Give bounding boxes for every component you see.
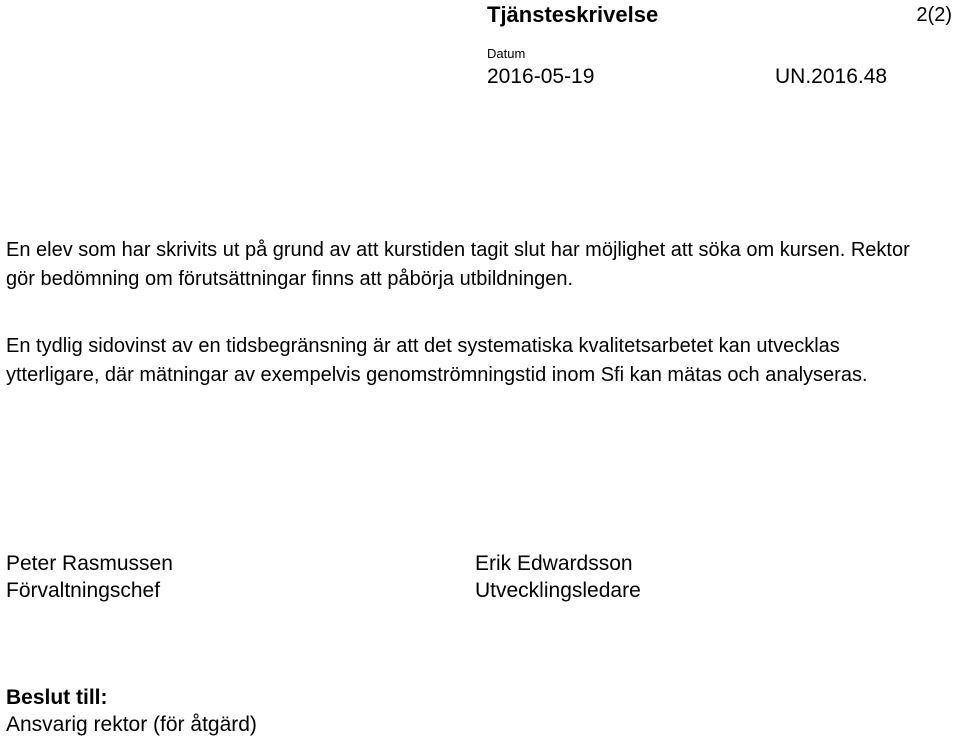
date-label: Datum bbox=[487, 46, 526, 61]
body-paragraph: En elev som har skrivits ut på grund av att kurstiden tagit slut har möjlighet att söka om kursen. Rektor gör bedömning om förutsättningar finns att påbörja utbildningen. bbox=[6, 239, 910, 290]
reference-number: UN.2016.48 bbox=[775, 65, 888, 88]
document-type-heading: Tjänsteskrivelse bbox=[487, 2, 659, 27]
signatory-title: Utvecklingsledare bbox=[475, 579, 641, 602]
signatory-title: Förvaltningschef bbox=[6, 579, 161, 602]
decision-heading: Beslut till: bbox=[6, 686, 108, 709]
body-paragraph: En tydlig sidovinst av en tidsbegränsning är att det systematiska kvalitetsarbetet kan utvecklas ytterligare, där mätningar av exempelvis genomströmningstid inom Sfi kan mätas och analyseras. bbox=[6, 335, 868, 386]
signatory-name: Erik Edwardsson bbox=[475, 552, 633, 575]
signatory-name: Peter Rasmussen bbox=[6, 552, 173, 575]
page-number: 2(2) bbox=[916, 4, 952, 26]
decision-recipient: Ansvarig rektor (för åtgärd) bbox=[6, 713, 257, 736]
date-value: 2016-05-19 bbox=[487, 65, 595, 88]
